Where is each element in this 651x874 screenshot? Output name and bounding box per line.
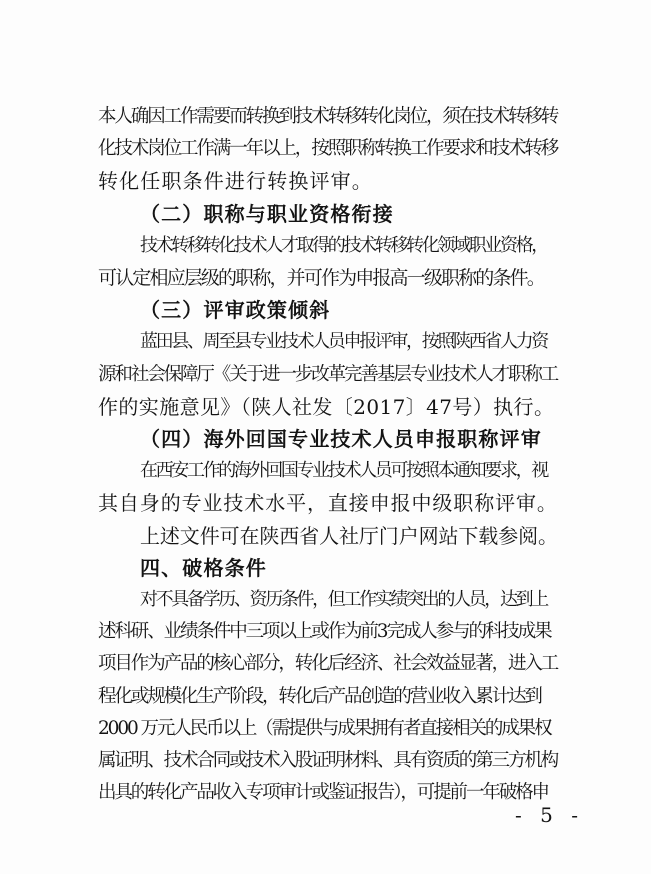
paragraph-line: 2000 万元人民币以上（需提供与成果拥有者直接相关的成果权 [98,717,551,739]
paragraph-line: 蓝田县、周至县专业技术人员申报评审，按照陕西省人力资 [140,331,547,353]
paragraph-line: 源和社会保障厅《关于进一步改革完善基层专业技术人才职称工 [98,363,558,385]
paragraph-line: 转化任职条件进行转换评审。 [98,169,373,194]
paragraph-line: 化技术岗位工作满一年以上，按照职称转换工作要求和技术转移 [98,138,558,160]
paragraph-line: 项目作为产品的核心部分，转化后经济、社会效益显著，进入工 [98,653,558,675]
paragraph-line: 述科研、业绩条件中三项以上或作为前3完成人参与的科技成果 [98,621,551,643]
paragraph-line: 程化或规模化生产阶段，转化后产品创造的营业收入累计达到 [98,685,541,707]
paragraph-line: 作的实施意见》（陕人社发〔2017〕47号）执行。 [98,394,555,419]
section-heading: （三）评审政策倾斜 [140,298,331,323]
paragraph-line: 可认定相应层级的职称，并可作为申报高一级职称的条件。 [98,267,544,289]
chapter-heading: 四、破格条件 [140,555,267,580]
section-heading: （四）海外回国专业技术人员申报职称评审 [140,427,542,451]
page-number: - 5 - [515,803,584,827]
paragraph-line: 技术转移转化技术人才取得的技术转移转化领域职业资格， [140,234,547,256]
paragraph-line: 属证明、技术合同或技术入股证明材料、具有资质的第三方机构 [98,750,558,771]
paragraph-line: 本人确因工作需要而转换到技术转移转化岗位，须在技术转移转 [98,106,558,127]
section-heading: （二）职称与职业资格衔接 [140,201,394,226]
paragraph-line: 其自身的专业技术水平，直接申报中级职称评审。 [98,491,558,516]
paragraph-line: 在西安工作的海外回国专业技术人员可按照本通知要求，视 [140,460,547,482]
paragraph-line: 上述文件可在陕西省人社厅门户网站下载参阅。 [140,523,558,548]
paragraph-line: 出具的转化产品收入专项审计或鉴证报告），可提前一年破格申 [98,782,548,804]
paragraph-line: 对不具备学历、资历条件，但工作实绩突出的人员，达到上 [140,589,547,610]
